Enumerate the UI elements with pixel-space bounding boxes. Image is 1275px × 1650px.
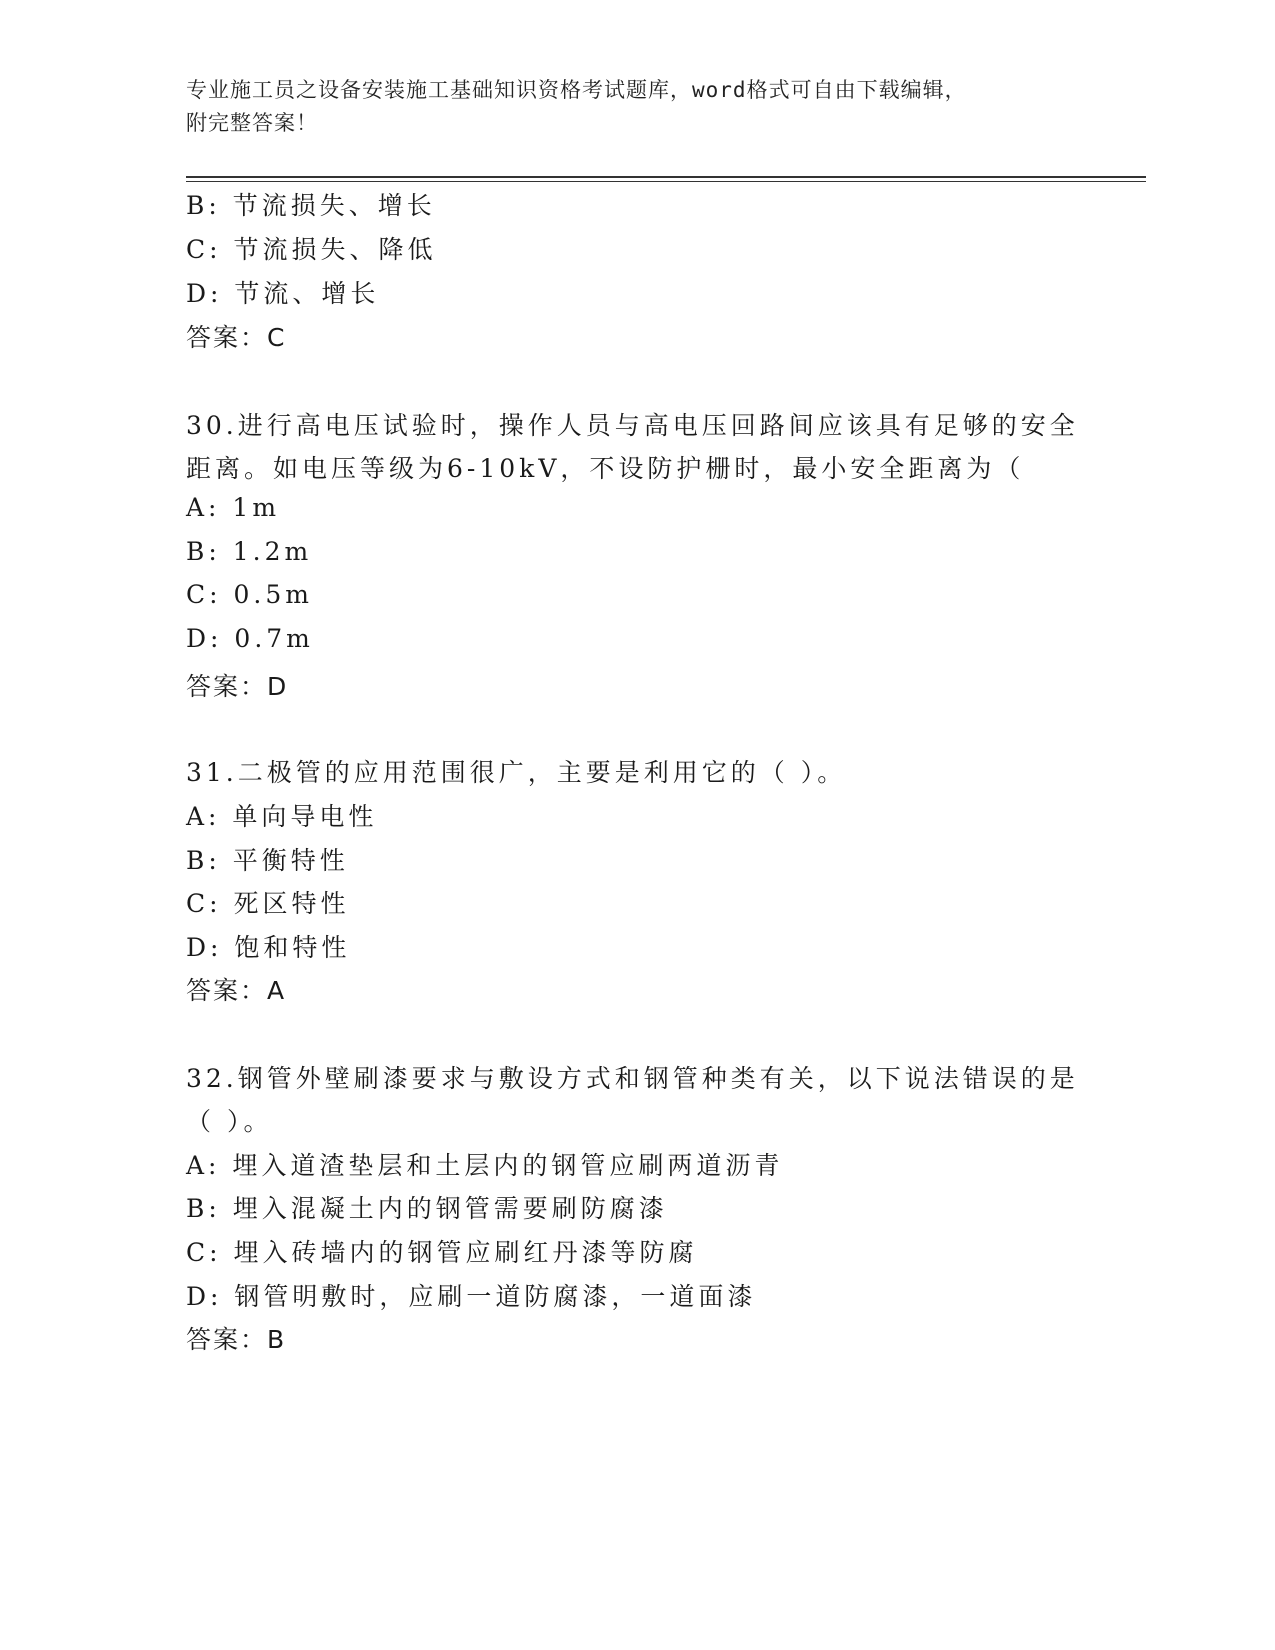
- header-divider-thin: [186, 181, 1146, 182]
- prev-option-b: B: 节流损失、增长: [186, 191, 436, 220]
- q30-option-a: A: 1m: [186, 493, 281, 522]
- q30-option-b: B: 1.2m: [186, 537, 313, 566]
- q31-option-b: B: 平衡特性: [186, 846, 349, 875]
- q32-stem-line-1: 32.钢管外壁刷漆要求与敷设方式和钢管种类有关，以下说法错误的是: [186, 1064, 1079, 1093]
- q32-option-c: C: 埋入砖墙内的钢管应刷红丹漆等防腐: [186, 1238, 698, 1267]
- q31-answer: 答案：A: [186, 976, 287, 1005]
- prev-option-d: D: 节流、增长: [186, 279, 380, 308]
- q30-stem-line-2: 距离。如电压等级为6-10kV，不设防护栅时，最小安全距离为（: [186, 454, 1025, 483]
- q30-option-c: C: 0.5m: [186, 580, 313, 609]
- q31-option-d: D: 饱和特性: [186, 933, 351, 962]
- header-line-1: 专业施工员之设备安装施工基础知识资格考试题库，word格式可自由下载编辑，: [186, 78, 967, 102]
- header-line-2: 附完整答案！: [186, 111, 318, 135]
- q31-stem-line-1: 31.二极管的应用范围很广，主要是利用它的（ ）。: [186, 758, 847, 787]
- document-header: [186, 74, 1066, 140]
- q30-answer: 答案：D: [186, 672, 289, 701]
- q31-option-c: C: 死区特性: [186, 889, 350, 918]
- prev-option-c: C: 节流损失、降低: [186, 235, 437, 264]
- q32-option-a: A: 埋入道渣垫层和土层内的钢管应刷两道沥青: [186, 1151, 784, 1180]
- q32-option-b: B: 埋入混凝土内的钢管需要刷防腐漆: [186, 1194, 668, 1223]
- q30-option-d: D: 0.7m: [186, 624, 314, 653]
- q32-stem-line-2: （ ）。: [186, 1107, 273, 1136]
- prev-answer: 答案：C: [186, 323, 287, 352]
- q31-option-a: A: 单向导电性: [186, 802, 378, 831]
- q32-option-d: D: 钢管明敷时，应刷一道防腐漆，一道面漆: [186, 1282, 757, 1311]
- header-divider-thick: [186, 176, 1146, 178]
- q30-stem-line-1: 30.进行高电压试验时，操作人员与高电压回路间应该具有足够的安全: [186, 411, 1079, 440]
- q32-answer: 答案：B: [186, 1325, 287, 1354]
